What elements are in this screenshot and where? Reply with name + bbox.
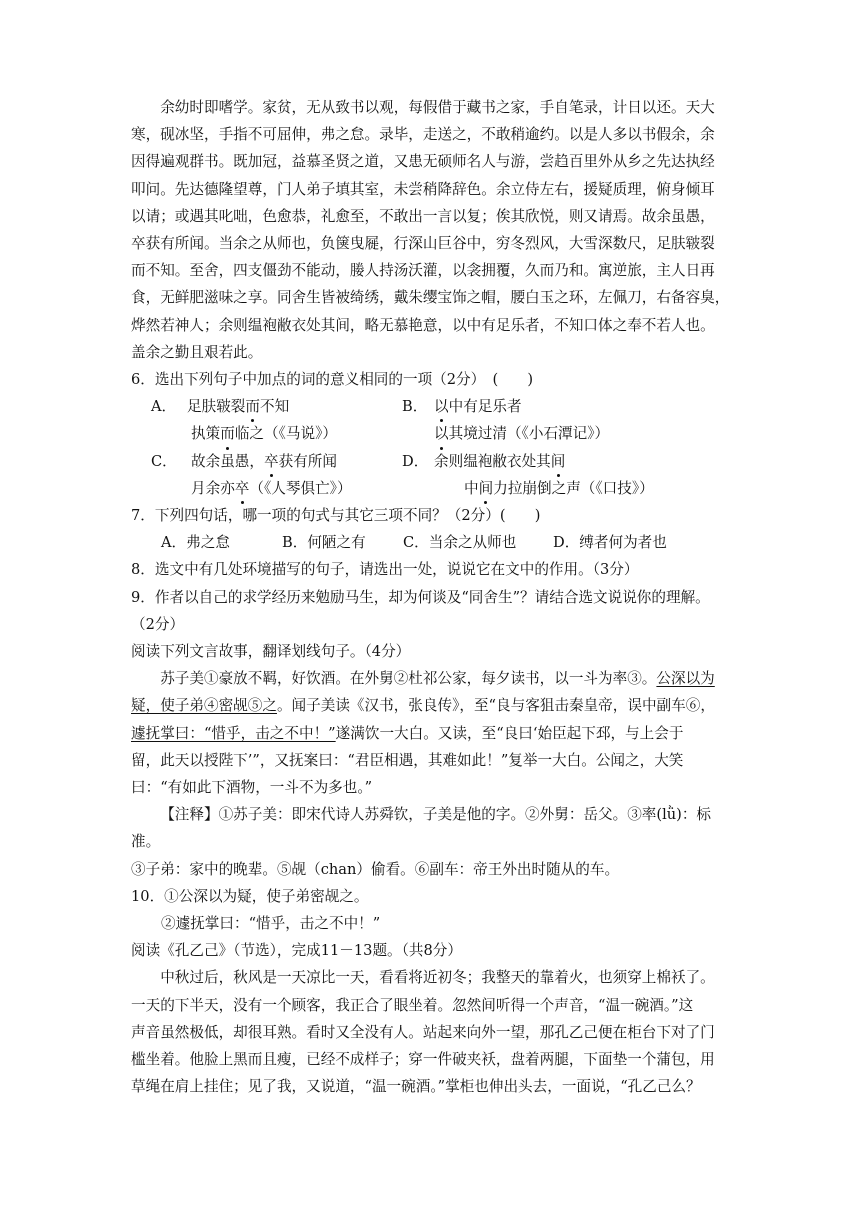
- annotation-line: 准。: [131, 833, 161, 851]
- passage-line: 草绳在肩上挂住；见了我，又说道，“温一碗酒。”掌柜也伸出头去，一面说，“孔乙己么？: [131, 1078, 701, 1096]
- underlined-sentence: 遽抚掌曰：“惜乎，击之不中！”: [131, 724, 336, 742]
- passage-line: 声音虽然极低，却很耳熟。看时又全没有人。站起来向外一望，那孔乙己便在柜台下对了门: [131, 1023, 715, 1041]
- emphasis-dot-word: 而: [220, 420, 235, 447]
- option-d-sentence-1: 余则缊袍敝衣处其间: [434, 448, 565, 475]
- question-part: ②遽抚掌曰：“惜乎，击之不中！”: [161, 915, 381, 933]
- passage-line: 食，无鲜肥滋味之享。同舍生皆被绮绣，戴朱缨宝饰之帽，腰白玉之环，左佩刀，右备容臭，: [131, 289, 730, 307]
- passage-kong-yiji: [131, 964, 735, 1100]
- option-row: [131, 529, 735, 556]
- underlined-sentence: 疑，使子弟④密觇⑤之: [131, 697, 277, 715]
- passage-line: 盖余之勤且艰若此。: [131, 343, 263, 361]
- option-row-cd-1: [131, 448, 735, 475]
- passage-line: 而不知。至舍，四支僵劲不能动，媵人持汤沃灌，以衾拥覆，久而乃和。寓逆旅，主人日再: [131, 262, 715, 280]
- passage-su-zimei: [131, 665, 735, 801]
- passage-line: 遽抚掌曰：“惜乎，击之不中！”遂满饮一大白。又读，至“良曰‘始臣起下邳，与上会于: [131, 724, 684, 742]
- passage-line: 叩问。先达德隆望尊，门人弟子填其室，未尝稍降辞色。余立侍左右，援疑质理，俯身倾耳: [131, 180, 715, 198]
- option-d-sentence-2: 中间力拉崩倒之声（《口技》）: [464, 475, 654, 502]
- section-intro-wenyan: 阅读下列文言故事，翻译划线句子。（4分）: [131, 642, 411, 660]
- option-b-label: B．: [402, 398, 428, 416]
- emphasis-dot-word: 以: [434, 420, 449, 447]
- option-b-sentence-2: 以其境过清（《小石潭记》）: [434, 420, 609, 447]
- passage-line: 留，此天以授陛下’”，又抚案曰：“君臣相遇，其难如此！”复举一大白。公闻之，大笑: [131, 751, 684, 769]
- option-a-sentence-1: 足肤皲裂而不知: [187, 393, 289, 420]
- passage-line: 槛坐着。他脸上黑而且瘦，已经不成样子；穿一件破夹袄，盘着两腿，下面垫一个蒲包，用: [131, 1051, 715, 1069]
- option-c-sentence-1: 故余虽愚，卒获有所闻: [191, 448, 337, 475]
- question-9: [131, 584, 735, 638]
- question-6: [131, 366, 735, 502]
- question-7: [131, 502, 735, 556]
- passage-song-lian: [131, 94, 735, 366]
- option-d-label: D．: [402, 452, 429, 470]
- option-a-sentence-2: 执策而临之（《马说》）: [191, 420, 337, 447]
- option-b: B．何陋之有: [282, 534, 366, 552]
- emphasis-dot-word: 间: [551, 448, 566, 475]
- option-row-cd-2: [131, 475, 735, 502]
- section-intro-kong-yiji: 阅读《孔乙己》（节选），完成11－13题。（共8分）: [131, 942, 462, 960]
- passage-line: 一天的下半天，没有一个顾客，我正合了眼坐着。忽然间听得一个声音，“温一碗酒。”这: [131, 996, 694, 1014]
- annotation-line: 【注释】①苏子美：即宋代诗人苏舜钦，子美是他的字。②外舅：岳父。③率(lǜ)：标: [160, 806, 712, 824]
- annotation-line: ③子弟：家中的晚辈。⑤觇（chan）偷看。⑥副车：帝王外出时随从的车。: [131, 860, 620, 878]
- emphasis-dot-word: 而: [245, 393, 260, 420]
- option-row-ab-1: [131, 393, 735, 420]
- passage-line: 卒获有所闻。当余之从师也，负箧曳屣，行深山巨谷中，穷冬烈风，大雪深数尺，足肤皲裂: [131, 235, 715, 253]
- emphasis-dot-word: 间: [479, 475, 494, 502]
- question-stem: 6．选出下列句子中加点的词的意义相同的一项（2分） ( ): [131, 371, 534, 389]
- passage-line: 余幼时即嗜学。家贫，无从致书以观，每假借于藏书之家，手自笔录，计日以还。天大: [160, 99, 715, 116]
- option-row-ab-2: [131, 420, 735, 447]
- passage-line: 曰：“有如此下酒物，一斗不为多也。”: [131, 779, 373, 796]
- question-stem: 9．作者以自己的求学经历来勉励马生，却为何谈及“同舍生”？请结合选文说说你的理解。: [131, 588, 710, 606]
- question-stem: 7．下列四句话，哪一项的句式与其它三项不同？（2分）( ): [131, 506, 541, 524]
- option-a: A．弗之怠: [161, 534, 230, 552]
- question-score: （2分）: [131, 615, 185, 633]
- question-10: [131, 883, 735, 937]
- emphasis-dot-word: 卒: [235, 475, 250, 502]
- question-8: 8．选文中有几处环境描写的句子，请选出一处，说说它在文中的作用。（3分）: [131, 561, 639, 579]
- option-c-label: C．: [151, 452, 177, 470]
- passage-line: 烨然若神人；余则缊袍敝衣处其间，略无慕艳意，以中有足乐者，不知口体之奉不若人也。: [131, 316, 715, 334]
- emphasis-dot-word: 卒: [264, 448, 279, 475]
- option-a-label: A．: [151, 398, 177, 416]
- option-c: C．当余之从师也: [403, 534, 517, 552]
- question-stem: 10．①公深以为疑，使子弟密觇之。: [131, 887, 369, 905]
- emphasis-dot-word: 以: [434, 393, 449, 420]
- page-content: [131, 94, 735, 1100]
- underlined-sentence: 公深以为: [656, 670, 715, 688]
- option-c-sentence-2: 月余亦卒（《人琴俱亡》）: [191, 475, 352, 502]
- passage-line: 因得遍观群书。既加冠，益慕圣贤之道，又患无硕师名人与游，尝趋百里外从乡之先达执经: [131, 153, 715, 171]
- passage-line: 苏子美①豪放不羁，好饮酒。在外舅②杜祁公家，每夕读书，以一斗为率③。公深以为: [160, 670, 715, 688]
- option-b-sentence-1: 以中有足乐者: [434, 393, 522, 420]
- annotations: [131, 801, 735, 883]
- passage-line: 寒，砚冰坚，手指不可屈伸，弗之怠。录毕，走送之，不敢稍逾约。以是人多以书假余，余: [131, 126, 715, 144]
- passage-line: 中秋过后，秋风是一天凉比一天，看看将近初冬；我整天的靠着火，也须穿上棉袄了。: [160, 969, 715, 987]
- passage-line: 以请；或遇其叱咄，色愈恭，礼愈至，不敢出一言以复；俟其欣悦，则又请焉。故余虽愚，: [131, 207, 715, 225]
- passage-line: 疑，使子弟④密觇⑤之。闻子美读《汉书，张良传》，至“良与客狙击秦皇帝，误中副车⑥，: [131, 697, 715, 715]
- option-d: D．缚者何为者也: [553, 534, 667, 552]
